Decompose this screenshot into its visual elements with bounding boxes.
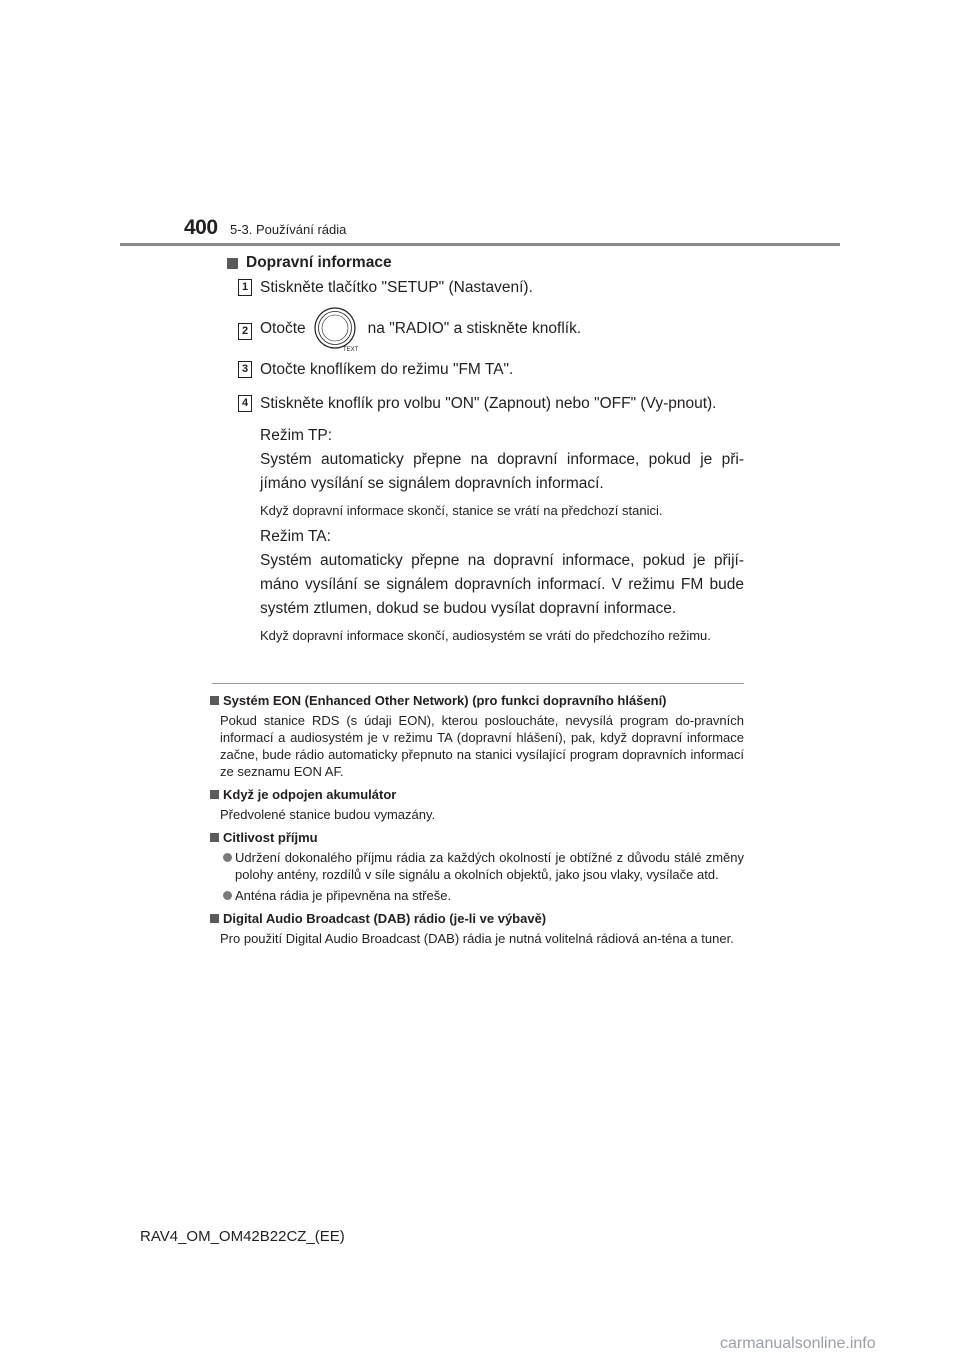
document-code: RAV4_OM_OM42B22CZ_(EE) (140, 1228, 345, 1245)
notes-section (210, 692, 744, 947)
heading-text: Když je odpojen akumulátor (223, 787, 397, 802)
page-number: 400 (184, 216, 218, 239)
square-bullet-icon (210, 914, 219, 923)
step-text: Otočte knoflíkem do režimu "FM TA". (260, 361, 514, 378)
ta-mode-text: Systém automaticky přepne na dopravní informace, pokud je přijí-máno vysílání se signálem dopravních informací. V režimu FM bude systém ztlumen, dokud se budou vysílat dopravní informace. (260, 552, 744, 617)
ta-mode-note: Když dopravní informace skončí, audiosystém se vrátí do předchozího režimu. (260, 628, 711, 643)
tp-mode-title: Režim TP: (260, 427, 333, 444)
square-bullet-icon (210, 833, 219, 842)
step-3 (222, 358, 744, 382)
heading-text: Systém EON (Enhanced Other Network) (pro funkci dopravního hlášení) (223, 693, 667, 708)
square-bullet-icon (210, 696, 219, 705)
watermark: carmanualsonline.info (720, 1335, 876, 1352)
step-number: 1 (238, 279, 252, 296)
bullet-text: Udržení dokonalého příjmu rádia za každých okolností je obtížné z důvodu stálé změny polohy antény, rozdílů v síle signálu a okolních objektů, jako jsou vlaky, vysílače atd. (235, 850, 744, 882)
knob-icon (312, 306, 362, 352)
ta-mode-title: Režim TA: (260, 528, 331, 545)
square-bullet-icon (210, 790, 219, 799)
main-content (222, 254, 744, 644)
tp-mode-text: Systém automaticky přepne na dopravní informace, pokud je při-jímáno vysílání se signálem dopravních informací. (260, 451, 744, 492)
bullet-text: Anténa rádia je připevněna na střeše. (235, 888, 452, 903)
heading-text: Dopravní informace (246, 254, 392, 271)
list-item (210, 887, 744, 904)
sensitivity-heading (210, 829, 744, 846)
eon-text: Pokud stanice RDS (s údaji EON), kterou posloucháte, nevysílá program do-pravních informací a audiosystém je v režimu TA (dopravní hlášení), pak, když dopravní informace začne, bude rádio automaticky přepnuto na stanici vysílající program dopravních informací ze seznamu EON AF. (220, 713, 744, 779)
step-4 (222, 392, 744, 416)
step-number: 3 (238, 361, 252, 378)
step-text: Stiskněte tlačítko "SETUP" (Nastavení). (260, 279, 533, 296)
heading-text: Digital Audio Broadcast (DAB) rádio (je-li ve výbavě) (223, 911, 547, 926)
step-text-after: na "RADIO" a stiskněte knoflík. (367, 320, 582, 337)
battery-text: Předvolené stanice budou vymazány. (220, 807, 436, 822)
step-text-before: Otočte (260, 320, 306, 337)
dab-heading (210, 910, 744, 927)
square-bullet-icon (227, 258, 238, 269)
step-2 (222, 306, 744, 352)
traffic-info-heading (222, 254, 744, 272)
eon-heading (210, 692, 744, 709)
heading-text: Citlivost příjmu (223, 830, 318, 845)
section-divider (212, 683, 744, 684)
header-rule (120, 243, 840, 246)
dab-text: Pro použití Digital Audio Broadcast (DAB) rádia je nutná volitelná rádiová an-téna a tuner. (220, 931, 734, 946)
battery-heading (210, 786, 744, 803)
circle-bullet-icon (223, 891, 232, 900)
list-item (210, 849, 744, 883)
knob-label: TEXT (342, 347, 359, 352)
section-title: 5-3. Používání rádia (230, 222, 347, 237)
circle-bullet-icon (223, 853, 232, 862)
step-text: Stiskněte knoflík pro volbu "ON" (Zapnout) nebo "OFF" (Vy-pnout). (260, 395, 717, 412)
step-number: 2 (238, 323, 252, 340)
step-number: 4 (238, 395, 252, 412)
step-1 (222, 276, 744, 300)
tp-mode-note: Když dopravní informace skončí, stanice se vrátí na předchozí stanici. (260, 503, 663, 518)
